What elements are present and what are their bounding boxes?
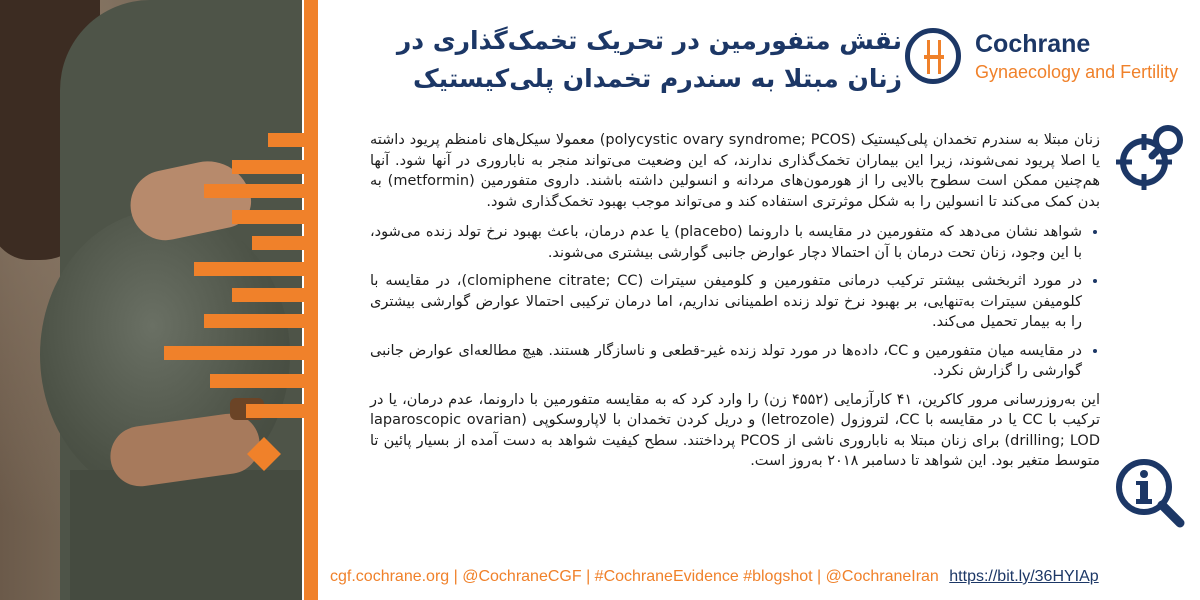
title-line-2: زنان مبتلا به سندرم تخمدان پلی‌کیستیک bbox=[413, 64, 902, 93]
intro-paragraph: زنان مبتلا به سندرم تخمدان پلی‌کیستیک (polycystic ovary syndrome; PCOS) معمولا سیکل‌های نامنظم پریود داشته یا اصلا پریود نمی‌شوند، زیرا این بیماران تخمک‌گذاری ندارند، که این وضعیت می‌تواند منجر به ناباروری در آنها شود. آنها هم‌چنین ممکن است سطوح بالایی را از هورمون‌های مردانه و انسولین داشته باشند. داروی متفورمین (metformin) به بدن کمک می‌کند تا انسولین را به شکل موثرتری استفاده کند و می‌تواند موجب بهبود تخمک‌گذاری شود. bbox=[370, 132, 1101, 210]
orange-tick-11 bbox=[246, 404, 304, 418]
summary-paragraph: این به‌روزرسانی مرور کاکرین، ۴۱ کارآزمایی (۴۵۵۲ زن) را وارد کرد که به مقایسه متفورمین با دارونما، عدم درمان، یا در ترکیب با CC یا در مقایسه با CC، لتروزول (letrozole) و دریل کردن تخمدان با لاپاروسکوپی (laparoscopic ovarian drilling; LOD) برای زنان مبتلا به ناباروری ناشی از PCOS پرداختند. سطح کیفیت شواهد به دست آمده از بسیار پائین تا متوسط متغیر بود. این شواهد تا دسامبر ۲۰۱۸ به‌روز است. bbox=[370, 391, 1101, 469]
logo-name: Cochrane bbox=[975, 30, 1091, 58]
orange-vertical-bar bbox=[304, 0, 318, 600]
orange-tick-7 bbox=[232, 288, 304, 302]
photo-skirt bbox=[70, 470, 302, 600]
info-magnifier-icon bbox=[1112, 455, 1188, 531]
footer-social-links[interactable]: cgf.cochrane.org | @CochraneCGF | #CochraneEvidence #blogshot | @CochraneIran bbox=[330, 568, 939, 585]
orange-tick-9 bbox=[164, 346, 304, 360]
cochrane-logo bbox=[905, 28, 1195, 88]
key-findings-list bbox=[370, 222, 1100, 382]
cochrane-logo-icon bbox=[905, 28, 961, 84]
orange-tick-6 bbox=[194, 262, 304, 276]
orange-tick-2 bbox=[232, 160, 304, 174]
page-title bbox=[382, 22, 902, 98]
orange-tick-4 bbox=[232, 210, 304, 224]
finding-item: • شواهد نشان می‌دهد که متفورمین در مقایسه با دارونما (placebo) یا عدم درمان، باعث بهبود نرخ تولد زنده می‌شود، با این وجود، زنان تحت درمان با آن احتمالا دچار عوارض جانبی گوارشی بیشتری می‌شوند. bbox=[370, 222, 1082, 263]
article-body bbox=[370, 130, 1100, 482]
finding-item: • در مقایسه میان متفورمین و CC، داده‌ها در مورد تولد زنده غیر-قطعی و ناسازگار هستند. هیچ مطالعه‌ای عوارض جانبی گوارشی را گزارش نکرد. bbox=[370, 341, 1082, 382]
logo-subtitle: Gynaecology and Fertility bbox=[975, 62, 1179, 82]
orange-tick-1 bbox=[268, 133, 304, 147]
title-line-1: نقش متفورمین در تحریک تخمک‌گذاری در bbox=[396, 26, 902, 55]
finding-item: • در مورد اثربخشی بیشتر ترکیب درمانی متفورمین و کلومیفن سیترات (clomiphene citrate; CC)، در مقایسه با کلومیفن سیترات به‌تنهایی، بر بهبود نرخ تولد زنده اطمینانی نداریم، اما درمان ترکیبی احتمالا عوارض گوارشی بیشتری را به بیمار تحمیل می‌کند. bbox=[370, 271, 1082, 333]
footer-short-url[interactable]: https://bit.ly/36HYIAp bbox=[949, 568, 1099, 585]
orange-tick-3 bbox=[204, 184, 304, 198]
orange-tick-5 bbox=[252, 236, 304, 250]
orange-tick-10 bbox=[210, 374, 304, 388]
crosshair-magnifier-icon bbox=[1112, 122, 1188, 198]
orange-tick-8 bbox=[204, 314, 304, 328]
footer bbox=[330, 568, 1190, 592]
